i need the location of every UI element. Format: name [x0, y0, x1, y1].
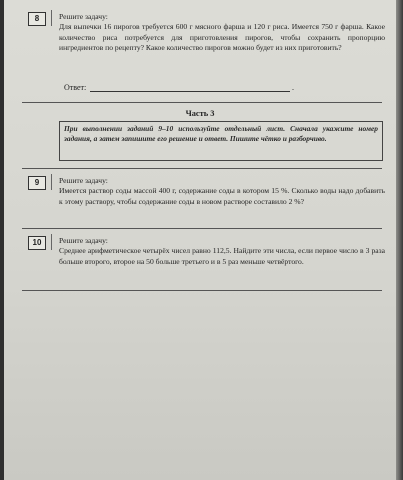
task-8-number: 8 [28, 12, 46, 26]
task-9-margin-line [51, 174, 52, 190]
task-9-text [59, 176, 385, 207]
task-8-heading: Решите задачу: [59, 12, 108, 21]
section-divider [22, 228, 382, 229]
task-9-number: 9 [28, 176, 46, 190]
answer-end: . [292, 83, 294, 92]
task-8-margin-line [51, 10, 52, 26]
task-8-body: Для выпечки 16 пирогов требуется 600 г мясного фарша и 120 г риса. Имеется 750 г фарша. Какое количество риса потребуется для приготовления пирогов, чтобы сохранить пропорцию ингредиентов по рецепту? Какое количество пирогов можно будет из них приготовить? [59, 22, 385, 53]
section-divider [22, 168, 382, 169]
worksheet-page [4, 0, 396, 480]
answer-label: Ответ: [64, 83, 87, 92]
section-divider [22, 290, 382, 291]
task-9-heading: Решите задачу: [59, 176, 108, 185]
task-10-text [59, 236, 385, 267]
part-instructions: При выполнении заданий 9–10 используйте отдельный лист. Сначала укажите номер задания, а затем запишите его решение и ответ. Пишите чётко и разборчиво. [59, 121, 383, 161]
task-10-heading: Решите задачу: [59, 236, 108, 245]
task-9-body: Имеется раствор соды массой 400 г, содержание соды в котором 15 %. Сколько воды надо добавить к этому раствору, чтобы содержание соды в новом растворе составило 2 %? [59, 186, 385, 206]
task-8-text [59, 12, 385, 54]
task-10-body: Среднее арифметическое четырёх чисел равно 112,5. Найдите эти числа, если первое число в 3 раза больше второго, второе на 50 больше третьего и в 5 раз меньше четвёртого. [59, 246, 385, 266]
answer-line[interactable] [90, 91, 290, 92]
task-10-number: 10 [28, 236, 46, 250]
page-edge-shadow [396, 0, 403, 480]
section-divider [22, 102, 382, 103]
task-10-margin-line [51, 234, 52, 250]
part-title: Часть 3 [185, 109, 215, 118]
